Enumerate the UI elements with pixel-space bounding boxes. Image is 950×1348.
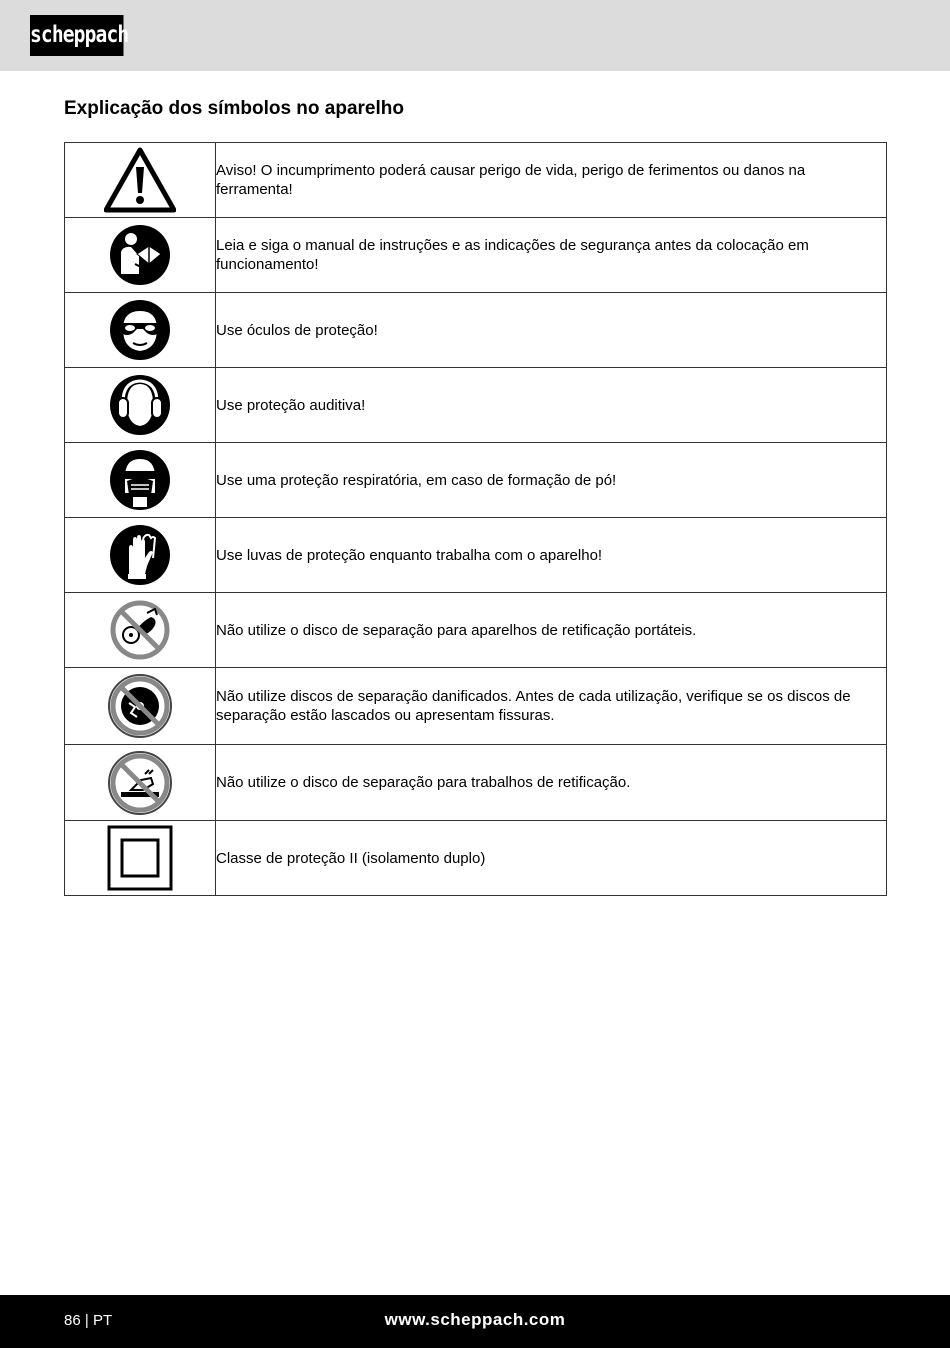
no-handheld-grinder-icon	[109, 599, 171, 661]
symbol-description: Classe de proteção II (isolamento duplo)	[216, 821, 887, 896]
table-row	[65, 745, 887, 821]
symbol-description: Leia e siga o manual de instruções e as indicações de segurança antes da colocação em funcionamento!	[216, 218, 887, 293]
respiratory-mask-icon	[109, 449, 171, 511]
gloves-icon	[109, 524, 171, 586]
language-code: PT	[92, 1312, 113, 1329]
symbol-description: Não utilize o disco de separação para aparelhos de retificação portáteis.	[216, 593, 887, 668]
page-header	[0, 0, 950, 71]
table-row	[65, 821, 887, 896]
symbol-description: Use proteção auditiva!	[216, 368, 887, 443]
table-row	[65, 293, 887, 368]
symbol-description: Use uma proteção respiratória, em caso de formação de pó!	[216, 443, 887, 518]
table-row	[65, 518, 887, 593]
protection-class-ii-icon	[107, 825, 173, 891]
warning-triangle-icon	[104, 147, 176, 213]
table-row	[65, 218, 887, 293]
symbol-description: Use óculos de proteção!	[216, 293, 887, 368]
symbol-description: Aviso! O incumprimento poderá causar perigo de vida, perigo de ferimentos ou danos na ferramenta!	[216, 143, 887, 218]
page-footer	[0, 1295, 950, 1348]
brand-logo: scheppach	[30, 15, 124, 56]
page-number: 86	[64, 1312, 81, 1329]
no-grinding-icon	[107, 750, 173, 816]
table-row	[65, 443, 887, 518]
no-damaged-disc-icon	[107, 673, 173, 739]
read-manual-icon	[109, 224, 171, 286]
symbol-description: Não utilize o disco de separação para trabalhos de retificação.	[216, 745, 887, 821]
table-row	[65, 143, 887, 218]
ear-protection-icon	[109, 374, 171, 436]
symbols-table	[64, 142, 887, 896]
page-title: Explicação dos símbolos no aparelho	[64, 98, 404, 119]
table-row	[65, 668, 887, 745]
symbol-description: Não utilize discos de separação danificados. Antes de cada utilização, verifique se os discos de separação estão lascados ou apresentam fissuras.	[216, 668, 887, 745]
table-row	[65, 593, 887, 668]
separator: |	[84, 1312, 89, 1329]
table-row	[65, 368, 887, 443]
website-url[interactable]: www.scheppach.com	[384, 1310, 566, 1329]
safety-goggles-icon	[109, 299, 171, 361]
symbol-description: Use luvas de proteção enquanto trabalha com o aparelho!	[216, 518, 887, 593]
